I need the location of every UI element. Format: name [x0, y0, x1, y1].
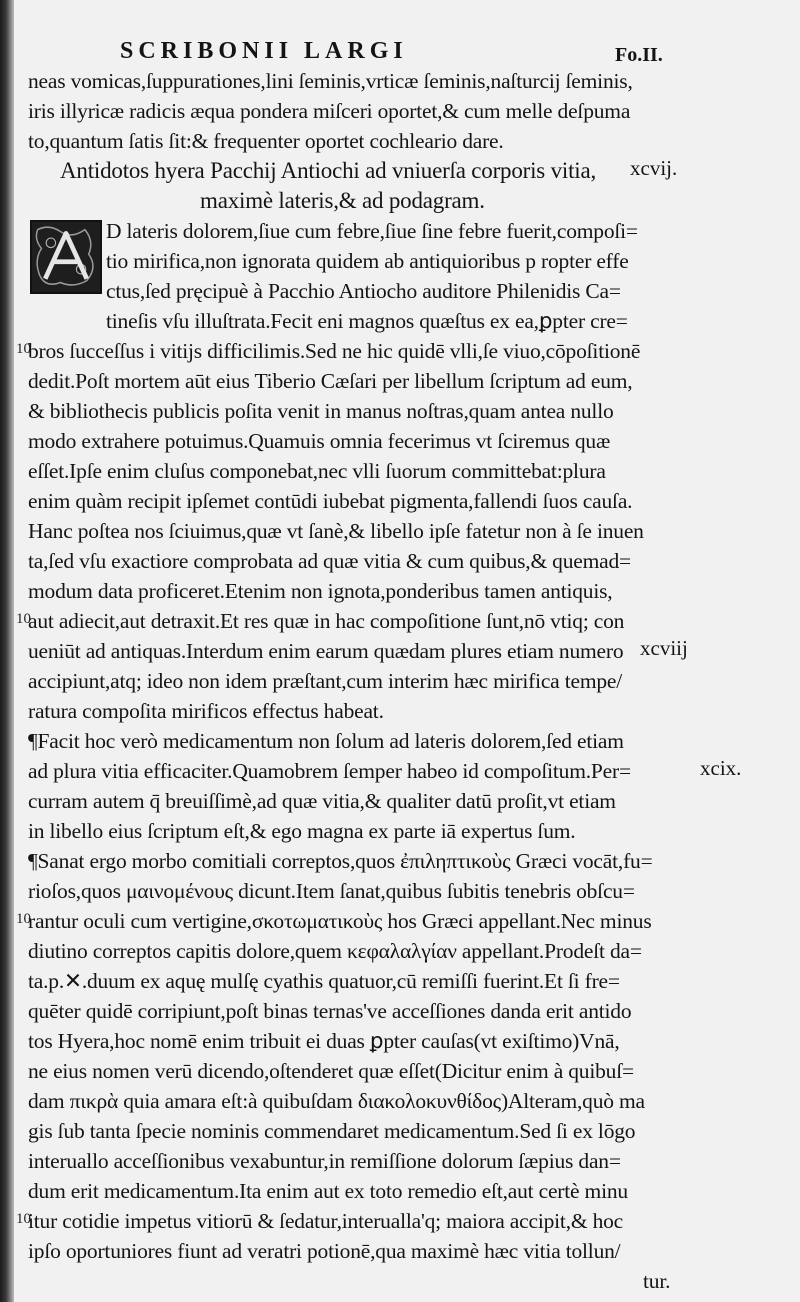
text-line: rioſos,quos μαινομένους dicunt.Item ſanat,quibus ſubitis tenebris obſcu=: [28, 879, 635, 903]
margin-line-number: 10: [16, 341, 31, 357]
text-line: D lateris dolorem,ſiue cum febre,ſiue ſine febre fuerit,compoſi=: [106, 219, 638, 243]
text-line: in libello eius ſcriptum eſt,& ego magna ex parte iā expertus ſum.: [28, 819, 576, 843]
text-line: ipſo oportuniores fiunt ad veratri potionē,qua maximè hæc vitia tollun/: [28, 1239, 621, 1263]
text-line: aut adiecit,aut detraxit.Et res quæ in hac compoſitione ſunt,nō vtiq; con: [28, 609, 625, 633]
text-line: interuallo acceſſionibus vexabuntur,in remiſſione dolorum ſæpius dan=: [28, 1149, 621, 1173]
text-line: eſſet.Ipſe enim cluſus componebat,nec vlli ſuorum committebat:plura: [28, 459, 606, 483]
text-line: & bibliothecis publicis poſita venit in manus noſtras,quam antea nullo: [28, 399, 614, 423]
text-line: bros ſucceſſus i vitijs difficilimis.Sed ne hic quidē vlli,ſe viuo,cōpoſitionē: [28, 339, 641, 363]
section-number: xcix.: [700, 756, 742, 780]
text-line: ueniūt ad antiquas.Interdum enim earum quædam plures etiam numero: [28, 639, 624, 663]
decorated-initial-letter: [30, 220, 102, 294]
text-line: dedit.Poſt mortem aūt eius Tiberio Cæſari per libellum ſcriptum ad eum,: [28, 369, 633, 393]
text-line: ¶Facit hoc verò medicamentum non ſolum ad lateris dolorem,ſed etiam: [28, 729, 624, 753]
section-heading: maximè lateris,& ad podagram.: [200, 188, 485, 213]
text-line: tos Hyera,hoc nomē enim tribuit ei duas ꝑpter cauſas(vt exiſtimo)Vnā,: [28, 1029, 620, 1053]
margin-line-number: 10: [16, 911, 31, 927]
text-line: rantur oculi cum vertigine,σκοτωματικοὺς hos Græci appellant.Nec minus: [28, 909, 652, 933]
text-line: dam πικρὰ quia amara eſt:à quibuſdam διακολοκυνθίδος)Alteram,quò ma: [28, 1089, 645, 1113]
text-line: neas vomicas,ſuppurationes,lini ſeminis,vrticæ ſeminis,naſturcij ſeminis,: [28, 69, 633, 93]
text-line: Hanc poſtea nos ſciuimus,quæ vt ſanè,& libello ipſe fatetur non à ſe inuen: [28, 519, 644, 543]
text-line: quēter quidē corripiunt,poſt binas ternas've acceſſiones danda erit antido: [28, 999, 632, 1023]
text-line: ta.p.✕.duum ex aquę mulſę cyathis quatuor,cū remiſſi fuerint.Et ſi fre=: [28, 969, 620, 993]
text-line: diutino correptos capitis dolore,quem κεφαλαλγίαν appellant.Prodeſt da=: [28, 939, 642, 963]
svg-text:A: A: [63, 267, 69, 277]
text-line: curram autem q̄ breuiſſimè,ad quæ vitia,& qualiter datū proſit,vt etiam: [28, 789, 616, 813]
text-line: itur cotidie impetus vitiorū & ſedatur,interualla'q; maiora accipit,& hoc: [28, 1209, 624, 1233]
text-line: modo extrahere potuimus.Quamuis omnia fecerimus vt ſciremus quæ: [28, 429, 611, 453]
text-line: modum data proficeret.Etenim non ignota,ponderibus tamen antiquis,: [28, 579, 613, 603]
text-line: accipiunt,atq; ideo non idem præſtant,cum interim hæc mirifica tempe/: [28, 669, 623, 693]
section-number: xcviij: [640, 636, 688, 660]
section-number: xcvij.: [630, 156, 678, 180]
section-heading: Antidotos hyera Pacchij Antiochi ad vniuerſa corporis vitia,: [60, 158, 597, 183]
text-line: ta,ſed vſu exactiore comprobata ad quæ vitia & cum quibus,& quemad=: [28, 549, 631, 573]
text-line: ratura compoſita mirificos effectus habeat.: [28, 699, 384, 723]
text-line: ad plura vitia efficaciter.Quamobrem ſemper habeo id compoſitum.Per=: [28, 759, 631, 783]
text-line: enim quàm recipit ipſemet contūdi iubebat pigmenta,fallendi ſuos cauſa.: [28, 489, 633, 513]
text-line: tur.: [643, 1269, 671, 1293]
text-line: ne eius nomen verū dicendo,oſtenderet quæ eſſet(Dicitur enim à quibuſ=: [28, 1059, 634, 1083]
text-line: ctus,ſed pręcipuè à Pacchio Antiocho auditore Philenidis Ca=: [106, 279, 621, 303]
text-line: gis ſub tanta ſpecie nominis commendaret medicamentum.Sed ſi ex lōgo: [28, 1119, 636, 1143]
text-line: iris illyricæ radicis æqua pondera miſceri oportet,& cum melle deſpuma: [28, 99, 631, 123]
text-line: tio mirifica,non ignorata quidem ab antiquioribus p ropter effe: [106, 249, 629, 273]
text-line: to,quantum ſatis ſit:& frequenter oportet cochleario dare.: [28, 129, 504, 153]
ornament-icon: [32, 222, 100, 292]
margin-line-number: 10: [16, 611, 31, 627]
text-line: tineſis vſu illuſtrata.Fecit eni magnos quæſtus ex ea,ꝑpter cre=: [106, 309, 628, 333]
margin-line-number: 10: [16, 1211, 31, 1227]
running-title: SCRIBONII LARGI: [120, 38, 408, 64]
folio-number: Fo.II.: [615, 44, 663, 66]
text-line: ¶Sanat ergo morbo comitiali correptos,quos ἐπιληπτικοὺς Græci vocāt,fu=: [28, 849, 653, 873]
page-gutter-shadow: [0, 0, 14, 1302]
text-line: dum erit medicamentum.Ita enim aut ex toto remedio eſt,aut certè minu: [28, 1179, 628, 1203]
